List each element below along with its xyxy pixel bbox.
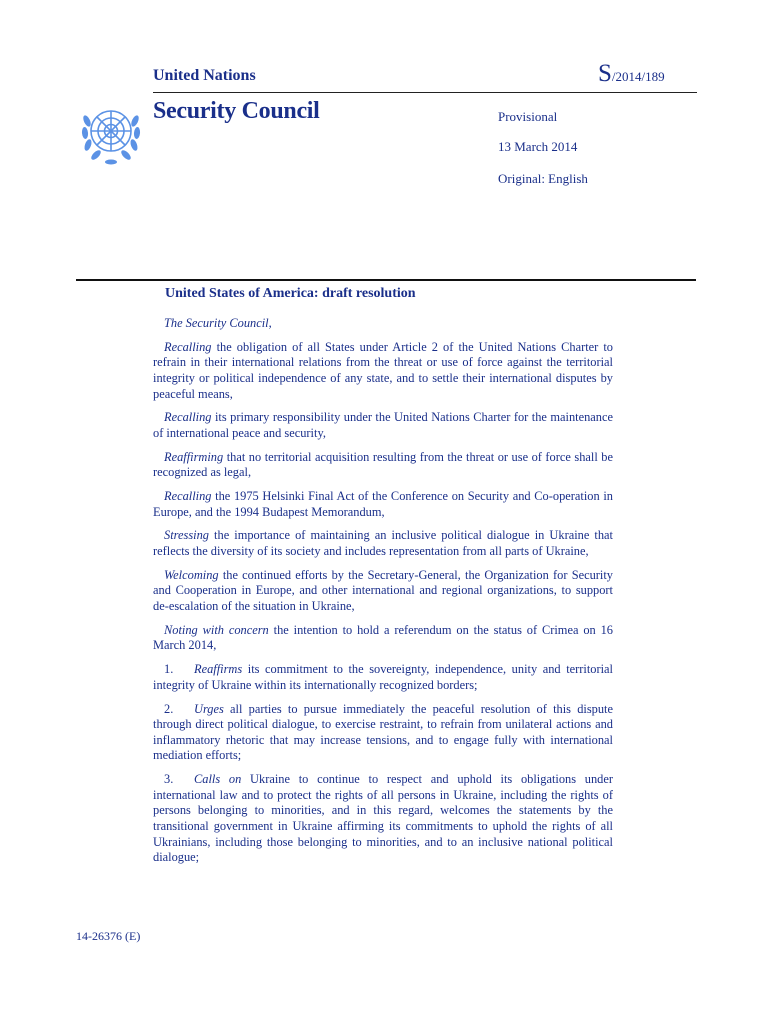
preambular-paragraph: Recalling the obligation of all States under Article 2 of the United Nations Charter to refrain in their international relations from the threat or use of force against the territorial integrity or political independence of any state, and to settle their international disputes by peaceful means, — [153, 339, 613, 401]
preambular-paragraph: Stressing the importance of maintaining an inclusive political dialogue in Ukraine that reflects the diversity of its society and includes representation from all parts of Ukraine, — [153, 528, 613, 559]
paragraph-number: 1. — [164, 662, 174, 677]
paragraph-number: 2. — [164, 701, 174, 716]
opening-clause: The Security Council, — [164, 316, 272, 330]
preambular-paragraph: Recalling its primary responsibility under the United Nations Charter for the maintenance of international peace and security, — [153, 410, 613, 440]
un-emblem-icon — [77, 99, 145, 167]
resolution-body — [153, 316, 613, 874]
preambular-paragraph: Reaffirming that no territorial acquisition resulting from the threat or use of force shall be recognized as legal, — [153, 449, 613, 480]
page-title: Security Council — [153, 98, 320, 124]
operative-paragraph: 2. Urges all parties to pursue immediately the peaceful resolution of this dispute through direct political dialogue, to exercise restraint, to refrain from unilateral actions and inflammatory rhetoric that may increase tensions, and to engage fully with international mediation efforts; — [153, 701, 613, 763]
document-date: 13 March 2014 — [498, 139, 578, 154]
header-organization: United Nations — [153, 67, 256, 84]
header-divider — [153, 92, 697, 93]
title-divider — [76, 279, 696, 281]
resolution-title: United States of America: draft resolution — [165, 286, 416, 301]
distribution-status: Provisional — [498, 109, 558, 124]
operative-paragraph: 3. Calls on Ukraine to continue to respect and uphold its obligations under international law and to protect the rights of all persons in Ukraine, including the rights of persons belonging to minorities, and in this regard, welcomes the statements by the transitional government in Ukraine affirming its commitments to uphold the rights of all Ukrainians, including those belonging to minorities, and to an inclusive national political dialogue; — [153, 772, 613, 865]
operative-paragraph: 1. Reaffirms its commitment to the sovereignty, independence, unity and territorial integrity of Ukraine within its internationally recognized borders; — [153, 662, 613, 692]
symbol-prefix: S — [598, 60, 612, 87]
document-symbol — [598, 60, 665, 88]
preambular-paragraph: Noting with concern the intention to hold a referendum on the status of Crimea on 16 March 2014, — [153, 622, 613, 653]
preambular-paragraph: Welcoming the continued efforts by the Secretary-General, the Organization for Security and Cooperation in Europe, and other international and regional organizations, to support de-escalation of the situation in Ukraine, — [153, 567, 613, 614]
original-language: Original: English — [498, 171, 588, 186]
paragraph-number: 3. — [164, 772, 174, 787]
symbol-suffix: /2014/189 — [611, 69, 665, 84]
job-number: 14-26376 (E) — [76, 929, 141, 943]
preambular-paragraph: Recalling the 1975 Helsinki Final Act of the Conference on Security and Co-operation in Europe, and the 1994 Budapest Memorandum, — [153, 489, 613, 519]
